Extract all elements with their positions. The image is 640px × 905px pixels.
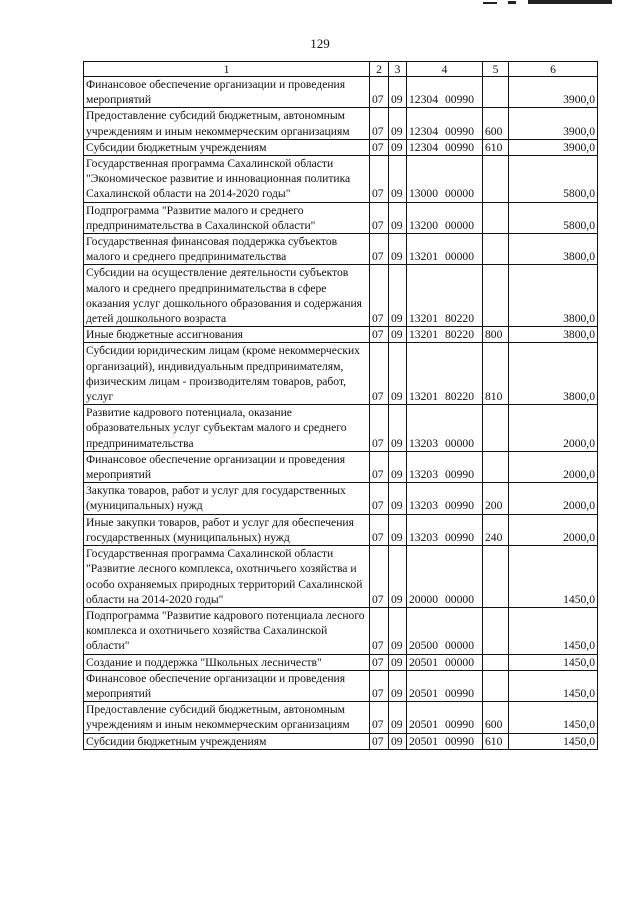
section-code: 07 bbox=[370, 156, 389, 203]
target-article-code bbox=[407, 670, 483, 701]
expense-type-code: 600 bbox=[483, 702, 509, 733]
subsection-code: 09 bbox=[389, 202, 407, 233]
amount: 1450,0 bbox=[509, 670, 598, 701]
scan-artifact bbox=[508, 1, 516, 4]
target-article-code bbox=[407, 202, 483, 233]
program-code: 13203 bbox=[409, 499, 438, 513]
expense-type-code bbox=[483, 405, 509, 452]
subsection-code: 09 bbox=[389, 702, 407, 733]
program-code: 12304 bbox=[409, 140, 438, 154]
program-code: 12304 bbox=[409, 93, 438, 107]
expense-type-code: 800 bbox=[483, 327, 509, 343]
direction-code: 00990 bbox=[445, 686, 474, 700]
section-code: 07 bbox=[370, 405, 389, 452]
direction-code: 00990 bbox=[445, 93, 474, 107]
table-row bbox=[84, 202, 598, 233]
expense-type-code bbox=[483, 654, 509, 670]
table-row bbox=[84, 327, 598, 343]
program-code: 13000 bbox=[409, 187, 438, 201]
expense-type-code: 810 bbox=[483, 343, 509, 405]
item-name: Субсидии на осуществление деятельности субъектов малого и среднего предпринимательства в сфере оказания услуг дошкольного образования и содержания детей дошкольного возраста bbox=[84, 265, 370, 327]
program-code: 20501 bbox=[409, 655, 438, 669]
direction-code: 00000 bbox=[445, 187, 474, 201]
expense-type-code bbox=[483, 265, 509, 327]
direction-code: 00000 bbox=[445, 250, 474, 264]
table-row bbox=[84, 343, 598, 405]
target-article-code bbox=[407, 265, 483, 327]
table-row bbox=[84, 265, 598, 327]
section-code: 07 bbox=[370, 343, 389, 405]
expense-type-code bbox=[483, 607, 509, 654]
section-code: 07 bbox=[370, 265, 389, 327]
program-code: 13203 bbox=[409, 530, 438, 544]
expense-type-code bbox=[483, 77, 509, 108]
item-name: Иные бюджетные ассигнования bbox=[84, 327, 370, 343]
section-code: 07 bbox=[370, 139, 389, 155]
amount: 2000,0 bbox=[509, 514, 598, 545]
target-article-code bbox=[407, 156, 483, 203]
expense-type-code: 240 bbox=[483, 514, 509, 545]
amount: 5800,0 bbox=[509, 202, 598, 233]
column-header: 5 bbox=[483, 62, 509, 77]
section-code: 07 bbox=[370, 733, 389, 749]
subsection-code: 09 bbox=[389, 607, 407, 654]
amount: 1450,0 bbox=[509, 654, 598, 670]
item-name: Финансовое обеспечение организации и проведения мероприятий bbox=[84, 670, 370, 701]
amount: 3900,0 bbox=[509, 139, 598, 155]
table-row bbox=[84, 451, 598, 482]
program-code: 13200 bbox=[409, 218, 438, 232]
amount: 3800,0 bbox=[509, 265, 598, 327]
target-article-code bbox=[407, 234, 483, 265]
program-code: 13201 bbox=[409, 250, 438, 264]
subsection-code: 09 bbox=[389, 343, 407, 405]
expense-type-code bbox=[483, 670, 509, 701]
table-row bbox=[84, 77, 598, 108]
table-row bbox=[84, 514, 598, 545]
amount: 2000,0 bbox=[509, 405, 598, 452]
program-code: 13201 bbox=[409, 312, 438, 326]
subsection-code: 09 bbox=[389, 156, 407, 203]
amount: 2000,0 bbox=[509, 483, 598, 514]
target-article-code bbox=[407, 77, 483, 108]
expense-type-code bbox=[483, 234, 509, 265]
target-article-code bbox=[407, 546, 483, 608]
amount: 3800,0 bbox=[509, 327, 598, 343]
subsection-code: 09 bbox=[389, 733, 407, 749]
item-name: Финансовое обеспечение организации и проведения мероприятий bbox=[84, 451, 370, 482]
scan-artifact bbox=[483, 2, 497, 4]
table-row bbox=[84, 654, 598, 670]
target-article-code bbox=[407, 327, 483, 343]
expense-type-code: 610 bbox=[483, 733, 509, 749]
scan-artifact bbox=[528, 0, 612, 4]
item-name: Закупка товаров, работ и услуг для государственных (муниципальных) нужд bbox=[84, 483, 370, 514]
subsection-code: 09 bbox=[389, 139, 407, 155]
expense-type-code bbox=[483, 202, 509, 233]
item-name: Создание и поддержка "Школьных лесничеств" bbox=[84, 654, 370, 670]
item-name: Предоставление субсидий бюджетным, автономным учреждениям и иным некоммерческим организациям bbox=[84, 702, 370, 733]
item-name: Финансовое обеспечение организации и проведения мероприятий bbox=[84, 77, 370, 108]
direction-code: 00990 bbox=[445, 530, 474, 544]
direction-code: 00990 bbox=[445, 718, 474, 732]
expense-type-code bbox=[483, 546, 509, 608]
amount: 2000,0 bbox=[509, 451, 598, 482]
target-article-code bbox=[407, 514, 483, 545]
subsection-code: 09 bbox=[389, 108, 407, 139]
program-code: 13203 bbox=[409, 468, 438, 482]
item-name: Подпрограмма "Развитие малого и среднего предпринимательства в Сахалинской области" bbox=[84, 202, 370, 233]
item-name: Развитие кадрового потенциала, оказание образовательных услуг субъектам малого и среднего предпринимательства bbox=[84, 405, 370, 452]
program-code: 13203 bbox=[409, 436, 438, 450]
direction-code: 00990 bbox=[445, 734, 474, 748]
item-name: Государственная программа Сахалинской области "Экономическое развитие и инновационная политика Сахалинской области на 2014-2020 годы" bbox=[84, 156, 370, 203]
direction-code: 80220 bbox=[445, 312, 474, 326]
program-code: 20500 bbox=[409, 639, 438, 653]
amount: 3800,0 bbox=[509, 343, 598, 405]
program-code: 13201 bbox=[409, 328, 438, 342]
program-code: 20501 bbox=[409, 718, 438, 732]
direction-code: 00990 bbox=[445, 468, 474, 482]
subsection-code: 09 bbox=[389, 451, 407, 482]
target-article-code bbox=[407, 607, 483, 654]
table-row bbox=[84, 670, 598, 701]
direction-code: 00990 bbox=[445, 499, 474, 513]
column-header: 4 bbox=[407, 62, 483, 77]
target-article-code bbox=[407, 108, 483, 139]
target-article-code bbox=[407, 343, 483, 405]
column-header: 1 bbox=[84, 62, 370, 77]
section-code: 07 bbox=[370, 202, 389, 233]
program-code: 20501 bbox=[409, 686, 438, 700]
expense-type-code: 610 bbox=[483, 139, 509, 155]
table-row bbox=[84, 156, 598, 203]
page-number: 129 bbox=[310, 36, 330, 51]
direction-code: 00000 bbox=[445, 655, 474, 669]
section-code: 07 bbox=[370, 546, 389, 608]
section-code: 07 bbox=[370, 327, 389, 343]
section-code: 07 bbox=[370, 607, 389, 654]
amount: 5800,0 bbox=[509, 156, 598, 203]
direction-code: 00000 bbox=[445, 436, 474, 450]
amount: 1450,0 bbox=[509, 702, 598, 733]
subsection-code: 09 bbox=[389, 405, 407, 452]
program-code: 12304 bbox=[409, 124, 438, 138]
subsection-code: 09 bbox=[389, 514, 407, 545]
subsection-code: 09 bbox=[389, 77, 407, 108]
program-code: 20501 bbox=[409, 734, 438, 748]
amount: 3800,0 bbox=[509, 234, 598, 265]
table-row bbox=[84, 108, 598, 139]
direction-code: 00000 bbox=[445, 639, 474, 653]
amount: 1450,0 bbox=[509, 607, 598, 654]
target-article-code bbox=[407, 702, 483, 733]
section-code: 07 bbox=[370, 234, 389, 265]
table-row bbox=[84, 733, 598, 749]
subsection-code: 09 bbox=[389, 234, 407, 265]
subsection-code: 09 bbox=[389, 654, 407, 670]
target-article-code bbox=[407, 139, 483, 155]
target-article-code bbox=[407, 405, 483, 452]
section-code: 07 bbox=[370, 77, 389, 108]
section-code: 07 bbox=[370, 451, 389, 482]
column-header: 3 bbox=[389, 62, 407, 77]
target-article-code bbox=[407, 733, 483, 749]
target-article-code bbox=[407, 654, 483, 670]
subsection-code: 09 bbox=[389, 327, 407, 343]
subsection-code: 09 bbox=[389, 483, 407, 514]
budget-table bbox=[83, 61, 598, 750]
direction-code: 80220 bbox=[445, 328, 474, 342]
section-code: 07 bbox=[370, 483, 389, 514]
amount: 3900,0 bbox=[509, 77, 598, 108]
subsection-code: 09 bbox=[389, 670, 407, 701]
column-header: 6 bbox=[509, 62, 598, 77]
section-code: 07 bbox=[370, 654, 389, 670]
expense-type-code bbox=[483, 451, 509, 482]
item-name: Иные закупки товаров, работ и услуг для обеспечения государственных (муниципальных) нужд bbox=[84, 514, 370, 545]
section-code: 07 bbox=[370, 670, 389, 701]
section-code: 07 bbox=[370, 702, 389, 733]
table-row bbox=[84, 702, 598, 733]
program-code: 13201 bbox=[409, 390, 438, 404]
expense-type-code: 600 bbox=[483, 108, 509, 139]
direction-code: 00990 bbox=[445, 140, 474, 154]
direction-code: 80220 bbox=[445, 390, 474, 404]
item-name: Подпрограмма "Развитие кадрового потенциала лесного комплекса и охотничьего хозяйства Сахалинской области" bbox=[84, 607, 370, 654]
subsection-code: 09 bbox=[389, 265, 407, 327]
section-code: 07 bbox=[370, 514, 389, 545]
table-row bbox=[84, 405, 598, 452]
column-header: 2 bbox=[370, 62, 389, 77]
item-name: Субсидии бюджетным учреждениям bbox=[84, 733, 370, 749]
table-row bbox=[84, 607, 598, 654]
amount: 1450,0 bbox=[509, 733, 598, 749]
table-row bbox=[84, 234, 598, 265]
expense-type-code bbox=[483, 156, 509, 203]
item-name: Государственная программа Сахалинской области "Развитие лесного комплекса, охотничьего хозяйства и особо охраняемых природных территорий Сахалинской области на 2014-2020 годы" bbox=[84, 546, 370, 608]
direction-code: 00000 bbox=[445, 218, 474, 232]
amount: 1450,0 bbox=[509, 546, 598, 608]
table-row bbox=[84, 139, 598, 155]
target-article-code bbox=[407, 483, 483, 514]
target-article-code bbox=[407, 451, 483, 482]
section-code: 07 bbox=[370, 108, 389, 139]
amount: 3900,0 bbox=[509, 108, 598, 139]
table-header-row bbox=[84, 62, 598, 77]
item-name: Государственная финансовая поддержка субъектов малого и среднего предпринимательства bbox=[84, 234, 370, 265]
table-row bbox=[84, 483, 598, 514]
direction-code: 00000 bbox=[445, 592, 474, 606]
item-name: Субсидии юридическим лицам (кроме некоммерческих организаций), индивидуальным предпринимателям, физическим лицам - производителям товаров, работ, услуг bbox=[84, 343, 370, 405]
subsection-code: 09 bbox=[389, 546, 407, 608]
direction-code: 00990 bbox=[445, 124, 474, 138]
table-row bbox=[84, 546, 598, 608]
item-name: Субсидии бюджетным учреждениям bbox=[84, 139, 370, 155]
program-code: 20000 bbox=[409, 592, 438, 606]
item-name: Предоставление субсидий бюджетным, автономным учреждениям и иным некоммерческим организациям bbox=[84, 108, 370, 139]
expense-type-code: 200 bbox=[483, 483, 509, 514]
